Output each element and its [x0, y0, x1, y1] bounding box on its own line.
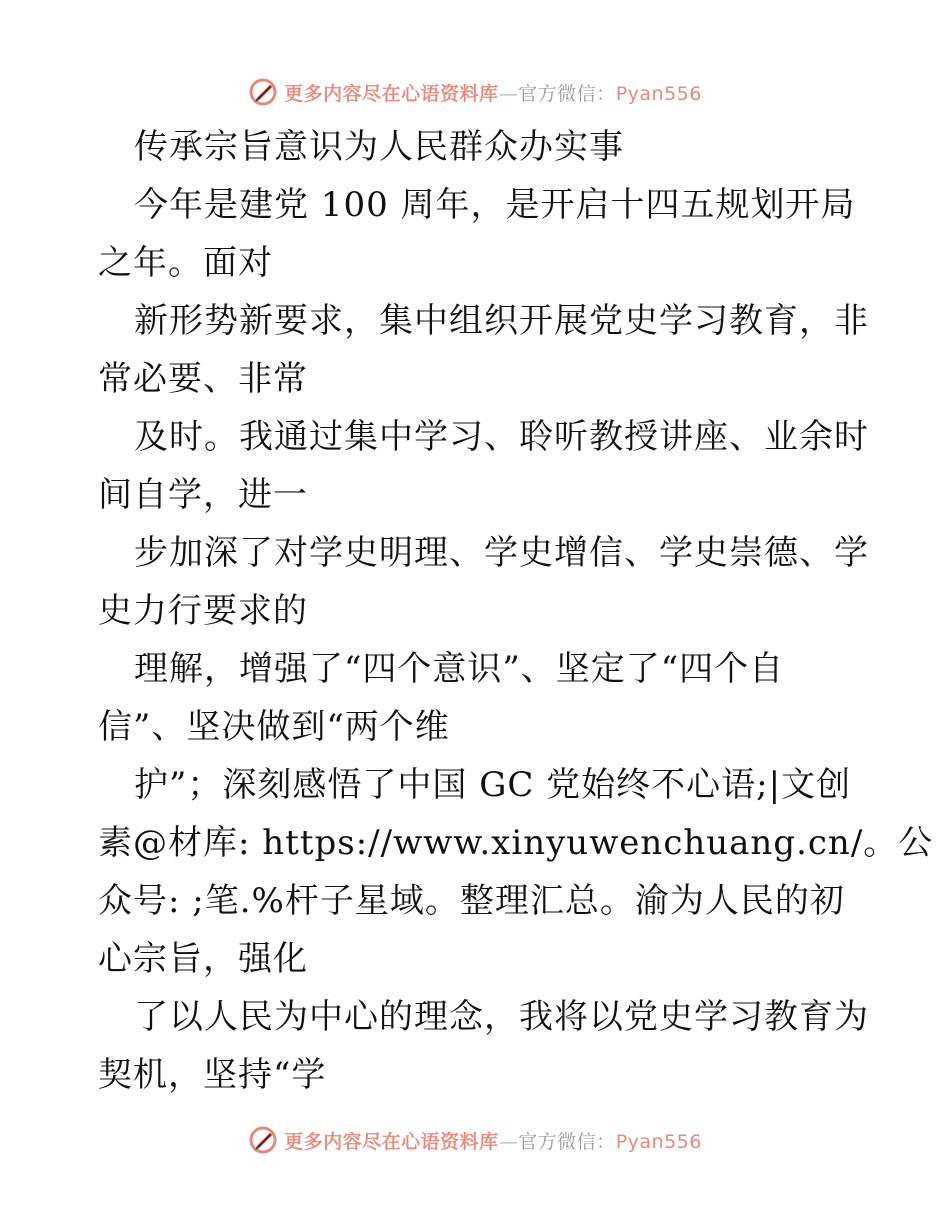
text-line: 常必要、非常 — [98, 359, 308, 399]
text-line: 契机，坚持“学 — [98, 1055, 327, 1095]
text-line: 新形势新要求，集中组织开展党史学习教育，非 — [134, 301, 869, 341]
text-line: 及时。我通过集中学习、聆听教授讲座、业余时 — [134, 417, 869, 457]
banner-wechat-id: Pyan556 — [615, 1130, 702, 1153]
footer-watermark-banner — [0, 1120, 950, 1160]
banner-wechat-label: 官方微信： — [518, 82, 616, 105]
text-line: 理解，增强了“四个意识”、坚定了“四个自 — [134, 649, 785, 689]
text-line: 素@材库: https://www.xinyuwenchuang.cn/。公 — [98, 823, 934, 863]
quill-logo-icon — [248, 1125, 278, 1155]
text-line: 信”、坚决做到“两个维 — [98, 707, 450, 747]
banner-wechat-id: Pyan556 — [615, 82, 702, 105]
text-line: 传承宗旨意识为人民群众办实事 — [134, 127, 624, 167]
text-line: 步加深了对学史明理、学史增信、学史崇德、学 — [134, 533, 869, 573]
text-line: 今年是建党 100 周年，是开启十四五规划开局 — [134, 185, 856, 225]
banner-dash: — — [498, 82, 519, 105]
banner-wechat-label: 官方微信： — [518, 1130, 616, 1153]
banner-text — [284, 79, 702, 106]
banner-text — [284, 1127, 702, 1154]
text-line: 了以人民为中心的理念，我将以党史学习教育为 — [134, 997, 869, 1037]
banner-site-name: 更多内容尽在心语资料库 — [284, 82, 499, 105]
text-line: 众号: ;笔.%杆子星域。整理汇总。渝为人民的初 — [98, 881, 845, 921]
document-body — [98, 118, 934, 1104]
banner-dash: — — [498, 1130, 519, 1153]
banner-site-name: 更多内容尽在心语资料库 — [284, 1130, 499, 1153]
text-line: 心宗旨，强化 — [98, 939, 308, 979]
text-line: 护”；深刻感悟了中国 GC 党始终不心语;|文创 — [134, 765, 852, 805]
text-line: 史力行要求的 — [98, 591, 308, 631]
quill-logo-icon — [248, 77, 278, 107]
text-line: 之年。面对 — [98, 243, 273, 283]
text-line: 间自学，进一 — [98, 475, 308, 515]
header-watermark-banner — [0, 72, 950, 112]
